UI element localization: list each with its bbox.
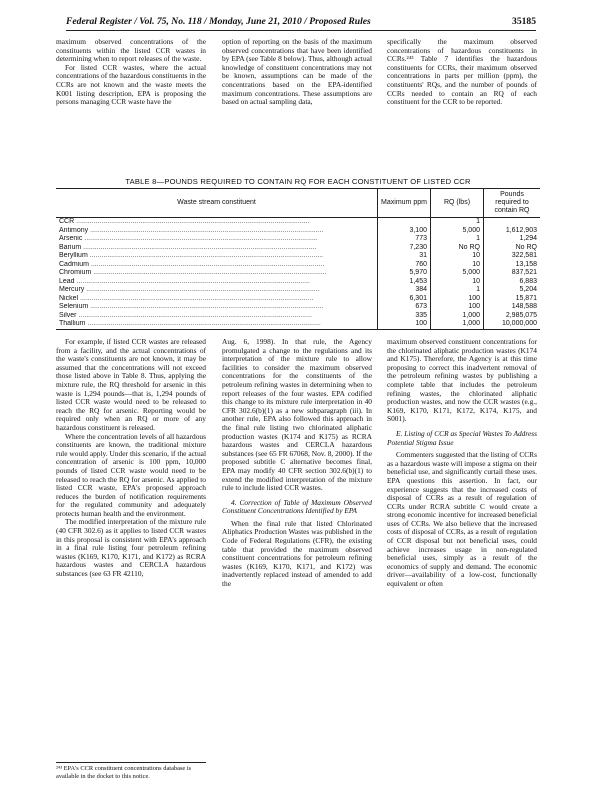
cell-constituent-text: Antimony (59, 226, 89, 234)
cell-pounds-text: 5,204 (519, 286, 537, 293)
leader-dots: ........................................................................................................................ (85, 320, 321, 327)
cell-pounds-text: 2,985,075 (505, 311, 537, 319)
leader-dots: ........................................................................................................................ (74, 277, 310, 285)
column-header-constituent: Waste stream constituent (56, 189, 378, 218)
top-column-1 (56, 38, 206, 107)
cell-constituent (56, 269, 378, 278)
cell-pounds-text: 13,158 (515, 260, 537, 268)
section-heading: E. Listing of CCR as Special Wastes To Address Potential Stigma Issue (387, 428, 537, 447)
leader-dots: ........................................................................................................................ (81, 243, 317, 251)
cell-constituent-text: Cadmium (59, 260, 89, 268)
leader-dots: ........................................................................................................................ (88, 303, 324, 310)
column-header-max-ppm: Maximum ppm (378, 189, 431, 218)
table-row (56, 303, 540, 312)
cell-rq-text: 1 (476, 235, 480, 242)
cell-pounds-text: 322,581 (511, 252, 537, 259)
cell-pounds-text: No RQ (515, 243, 537, 251)
column-header-pounds: Pounds required to contain RQ (484, 189, 541, 218)
cell-rq (431, 252, 484, 261)
cell-max-ppm (378, 295, 431, 304)
cell-max-ppm (378, 235, 431, 244)
cell-rq-text: 1,000 (462, 311, 480, 319)
cell-rq (431, 295, 484, 304)
top-column-2 (222, 38, 372, 107)
cell-rq-text: 10 (472, 260, 480, 268)
paragraph: The modified interpretation of the mixture rule (40 CFR 302.6) as it applies to listed CCR wastes in this proposal is consistent with EPA's approach in a final rule listing four petroleum refining wastes (K169, K170, K171, and K172) as RCRA hazardous wastes and CERCLA hazardous substances (see 63 FR 42110, (56, 517, 206, 579)
cell-rq-text: 100 (468, 303, 480, 310)
cell-constituent-text: Nickel (59, 294, 79, 302)
cell-rq-text: No RQ (458, 243, 480, 251)
cell-pounds (484, 261, 541, 270)
table-row (56, 261, 540, 270)
top-column-3 (387, 38, 537, 107)
cell-max-ppm-text: 673 (415, 303, 427, 310)
paragraph: Commenters suggested that the listing of CCRs as a hazardous waste will impose a stigma on their beneficial use, and significantly curtail these uses. EPA questions this assertion. In fact, our experience suggests that the increased costs of disposal of CCRs as a result of regulation of CCRs under RCRA subtitle C would create a strong economic incentive for increased beneficial uses of CCRs. We also believe that the increased costs of disposal of CCRs, as a result of regulation of CCR disposal but not beneficial uses, could achieve increases usage in non-regulated beneficial uses, simply as a result of the economics of supply and demand. The economic driver—availability of a low-cost, functionally equivalent or often (387, 450, 537, 589)
cell-constituent (56, 227, 378, 236)
cell-constituent-text: Chromium (59, 269, 92, 276)
cell-rq (431, 303, 484, 312)
bottom-column-3 (387, 338, 537, 589)
table-row (56, 312, 540, 321)
cell-pounds (484, 252, 541, 261)
cell-constituent-text: Thallium (59, 320, 86, 327)
cell-constituent (56, 278, 378, 287)
cell-constituent (56, 252, 378, 261)
cell-max-ppm (378, 269, 431, 278)
cell-rq (431, 269, 484, 278)
cell-pounds (484, 227, 541, 236)
cell-max-ppm-text: 6,301 (409, 294, 427, 302)
paragraph: option of reporting on the basis of the maximum observed concentrations that have been identified by EPA (see Table 8 below). Thus, although actual knowledge of constituent concentrations may not be known, assumptions can be made of the concentrations based on the EPA-identified maximum concentrations. These assumptions are based on actual sampling data, (222, 37, 372, 107)
cell-rq (431, 278, 484, 287)
table-row (56, 269, 540, 278)
cell-max-ppm-text: 31 (419, 252, 427, 259)
leader-dots: ........................................................................................................................ (74, 218, 310, 225)
cell-constituent-text: Mercury (59, 286, 85, 293)
cell-constituent (56, 303, 378, 312)
table-row (56, 295, 540, 304)
leader-dots: ........................................................................................................................ (82, 235, 318, 242)
table-row (56, 244, 540, 253)
column-header-rq: RQ (lbs) (431, 189, 484, 218)
table-row (56, 278, 540, 287)
running-head-title: Federal Register / Vol. 75, No. 118 / Monday, June 21, 2010 / Proposed Rules (66, 16, 371, 27)
leader-dots: ........................................................................................................................ (78, 294, 314, 302)
cell-constituent (56, 312, 378, 321)
cell-max-ppm (378, 312, 431, 321)
cell-pounds (484, 244, 541, 253)
cell-rq-text: 100 (468, 294, 480, 302)
table-row (56, 320, 540, 329)
leader-dots: ........................................................................................................................ (87, 252, 324, 259)
cell-rq (431, 227, 484, 236)
cell-constituent-text: CCR (59, 218, 75, 225)
cell-max-ppm-text: 384 (415, 286, 427, 293)
table-row (56, 286, 540, 295)
cell-constituent-text: Silver (59, 311, 77, 319)
paragraph: maximum observed concentrations of the constituents within the listed CCR wastes in determining when to report releases of the waste. (56, 37, 206, 64)
cell-constituent (56, 295, 378, 304)
cell-constituent (56, 244, 378, 253)
running-header (66, 16, 536, 31)
cell-pounds-text: 148,588 (511, 303, 537, 310)
cell-pounds-text: 837,521 (511, 269, 537, 276)
cell-max-ppm (378, 227, 431, 236)
cell-rq-text: 1,000 (462, 320, 480, 327)
table-caption: TABLE 8—POUNDS REQUIRED TO CONTAIN RQ FOR EACH CONSTITUENT OF LISTED CCR (125, 177, 471, 186)
bottom-column-2 (222, 338, 372, 589)
cell-rq (431, 286, 484, 295)
cell-rq (431, 320, 484, 329)
cell-max-ppm (378, 303, 431, 312)
cell-rq-text: 1 (476, 286, 480, 293)
cell-max-ppm (378, 252, 431, 261)
footnote: ²⁴³ EPA's CCR constituent concentrations database is available in the docket to this notice. (56, 762, 206, 780)
cell-max-ppm-text: 773 (415, 235, 427, 242)
table-row (56, 235, 540, 244)
cell-max-ppm-text: 760 (415, 260, 427, 268)
cell-max-ppm (378, 261, 431, 270)
leader-dots: ........................................................................................................................ (84, 286, 320, 293)
cell-constituent (56, 218, 378, 227)
cell-rq-text: 5,000 (462, 269, 480, 276)
cell-max-ppm-text: 7,230 (409, 243, 427, 251)
cell-max-ppm-text: 5,970 (409, 269, 427, 276)
constituent-table (56, 188, 540, 330)
cell-rq (431, 244, 484, 253)
bottom-column-1 (56, 338, 206, 579)
cell-constituent-text: Barium (59, 243, 82, 251)
cell-rq-text: 10 (472, 252, 480, 259)
cell-constituent (56, 261, 378, 270)
cell-constituent (56, 235, 378, 244)
cell-rq (431, 218, 484, 227)
paragraph: For example, if listed CCR wastes are released from a facility, and the actual concentrations of the waste's constituents are not known, it may be assumed that the concentrations will not exceed those listed above in Table 8. Thus, applying the mixture rule, the RQ threshold for arsenic in this waste is 1,294 pounds—that is, 1,294 pounds of listed CCR waste would need to be released to reach the RQ for arsenic. Reporting would be required only when an RQ or more of any hazardous constituent is released. (56, 337, 206, 432)
cell-pounds (484, 235, 541, 244)
cell-max-ppm (378, 320, 431, 329)
leader-dots: ........................................................................................................................ (88, 226, 324, 234)
cell-pounds (484, 312, 541, 321)
leader-dots: ........................................................................................................................ (91, 269, 327, 276)
cell-pounds-text: 15,871 (515, 294, 537, 302)
table-header-row (56, 189, 540, 218)
cell-pounds-text: 10,000,000 (501, 320, 537, 327)
cell-pounds (484, 278, 541, 287)
cell-rq-text: 10 (472, 277, 480, 285)
cell-pounds (484, 295, 541, 304)
paragraph: Where the concentration levels of all hazardous constituents are known, the traditional mixture rule would apply. Under this scenario, if the actual concentration of arsenic is 100 ppm, 10,000 pounds of listed CCR waste would need to be released to reach the RQ for arsenic. As applied to listed CCR waste, EPA's proposed approach reduces the burden of notification requirements for the regulated community and adequately protects human health and the environment. (56, 431, 206, 518)
cell-rq-text: 1 (476, 218, 480, 225)
paragraph: specifically the maximum observed concentrations of hazardous constituents in CCRs.²⁴³ Table 7 identifies the hazardous constituents for CCRs, their maximum observed concentrations in parts per million (ppm), the constituents' RQs, and the number of pounds of CCRs needed to contain an RQ of each constituent for the CCR to be reported. (387, 37, 537, 107)
cell-max-ppm (378, 218, 431, 227)
section-heading: 4. Correction of Table of Maximum Observed Constituent Concentrations Identified by EPA (222, 497, 372, 516)
cell-constituent (56, 320, 378, 329)
cell-constituent-text: Beryllium (59, 252, 88, 259)
cell-max-ppm-text: 100 (415, 320, 427, 327)
cell-pounds (484, 269, 541, 278)
cell-constituent-text: Lead (59, 277, 75, 285)
cell-pounds (484, 218, 541, 227)
cell-constituent (56, 286, 378, 295)
cell-max-ppm-text: 3,100 (409, 226, 427, 234)
leader-dots: ........................................................................................................................ (88, 260, 325, 268)
table-row (56, 218, 540, 227)
cell-rq (431, 235, 484, 244)
cell-constituent-text: Arsenic (59, 235, 83, 242)
paragraph: For listed CCR wastes, where the actual concentrations of the hazardous constituents in the CCRs are not known and the waste meets the K001 listing description, EPA is proposing the persons managing CCR waste have the (56, 62, 206, 107)
leader-dots: ........................................................................................................................ (76, 311, 312, 319)
paragraph: When the final rule that listed Chlorinated Aliphatics Production Wastes was published in the Code of Federal Regulations (CFR), the existing table that provided the maximum observed constituent concentrations for petroleum refining wastes (K169, K170, K171, and K172) was inadvertently replaced instead of amended to add the (222, 518, 372, 589)
cell-pounds (484, 320, 541, 329)
cell-max-ppm (378, 278, 431, 287)
cell-max-ppm-text: 335 (415, 311, 427, 319)
paragraph: Aug. 6, 1998). In that rule, the Agency promulgated a change to the regulations and its interpretation of the mixture rule to allow facilities to consider the maximum observed concentrations for the constituents of the petroleum refining wastes in determining when to report releases of the four wastes. EPA codified this change to its mixture rule interpretation in 40 CFR 302.6(b)(1) as a new subparagraph (iii). In another rule, EPA also followed this approach in the final rule listing two chlorinated aliphatic production wastes (K174 and K175) as RCRA hazardous wastes and CERCLA hazardous substances (see 65 FR 67068, Nov. 8, 2000). If the proposed subtitle C alternative becomes final, EPA may modify 40 CFR section 302.6(b)(1) to extend the modified interpretation of the mixture rule to include listed CCR wastes. (222, 337, 372, 493)
cell-rq (431, 261, 484, 270)
cell-rq-text: 5,000 (462, 226, 480, 234)
cell-max-ppm (378, 244, 431, 253)
cell-pounds (484, 303, 541, 312)
paragraph: maximum observed constituent concentrations for the chlorinated aliphatic production wastes (K174 and K175). Therefore, the Agency is at this time proposing to correct this inadvertent removal of the petroleum refining wastes by publishing a complete table that includes the petroleum refining wastes, the chlorinated aliphatic production wastes, and now the CCR wastes (e.g., K169, K170, K171, K172, K174, K175, and S001). (387, 337, 537, 424)
page-number: 35185 (512, 16, 536, 27)
cell-pounds-text: 6,883 (519, 277, 537, 285)
cell-rq (431, 312, 484, 321)
cell-max-ppm (378, 286, 431, 295)
cell-max-ppm-text: 1,453 (409, 277, 427, 285)
cell-constituent-text: Selenium (59, 303, 89, 310)
cell-pounds-text: 1,612,903 (505, 226, 537, 234)
table-row (56, 227, 540, 236)
table-row (56, 252, 540, 261)
cell-pounds-text: 1,294 (519, 235, 537, 242)
cell-pounds (484, 286, 541, 295)
